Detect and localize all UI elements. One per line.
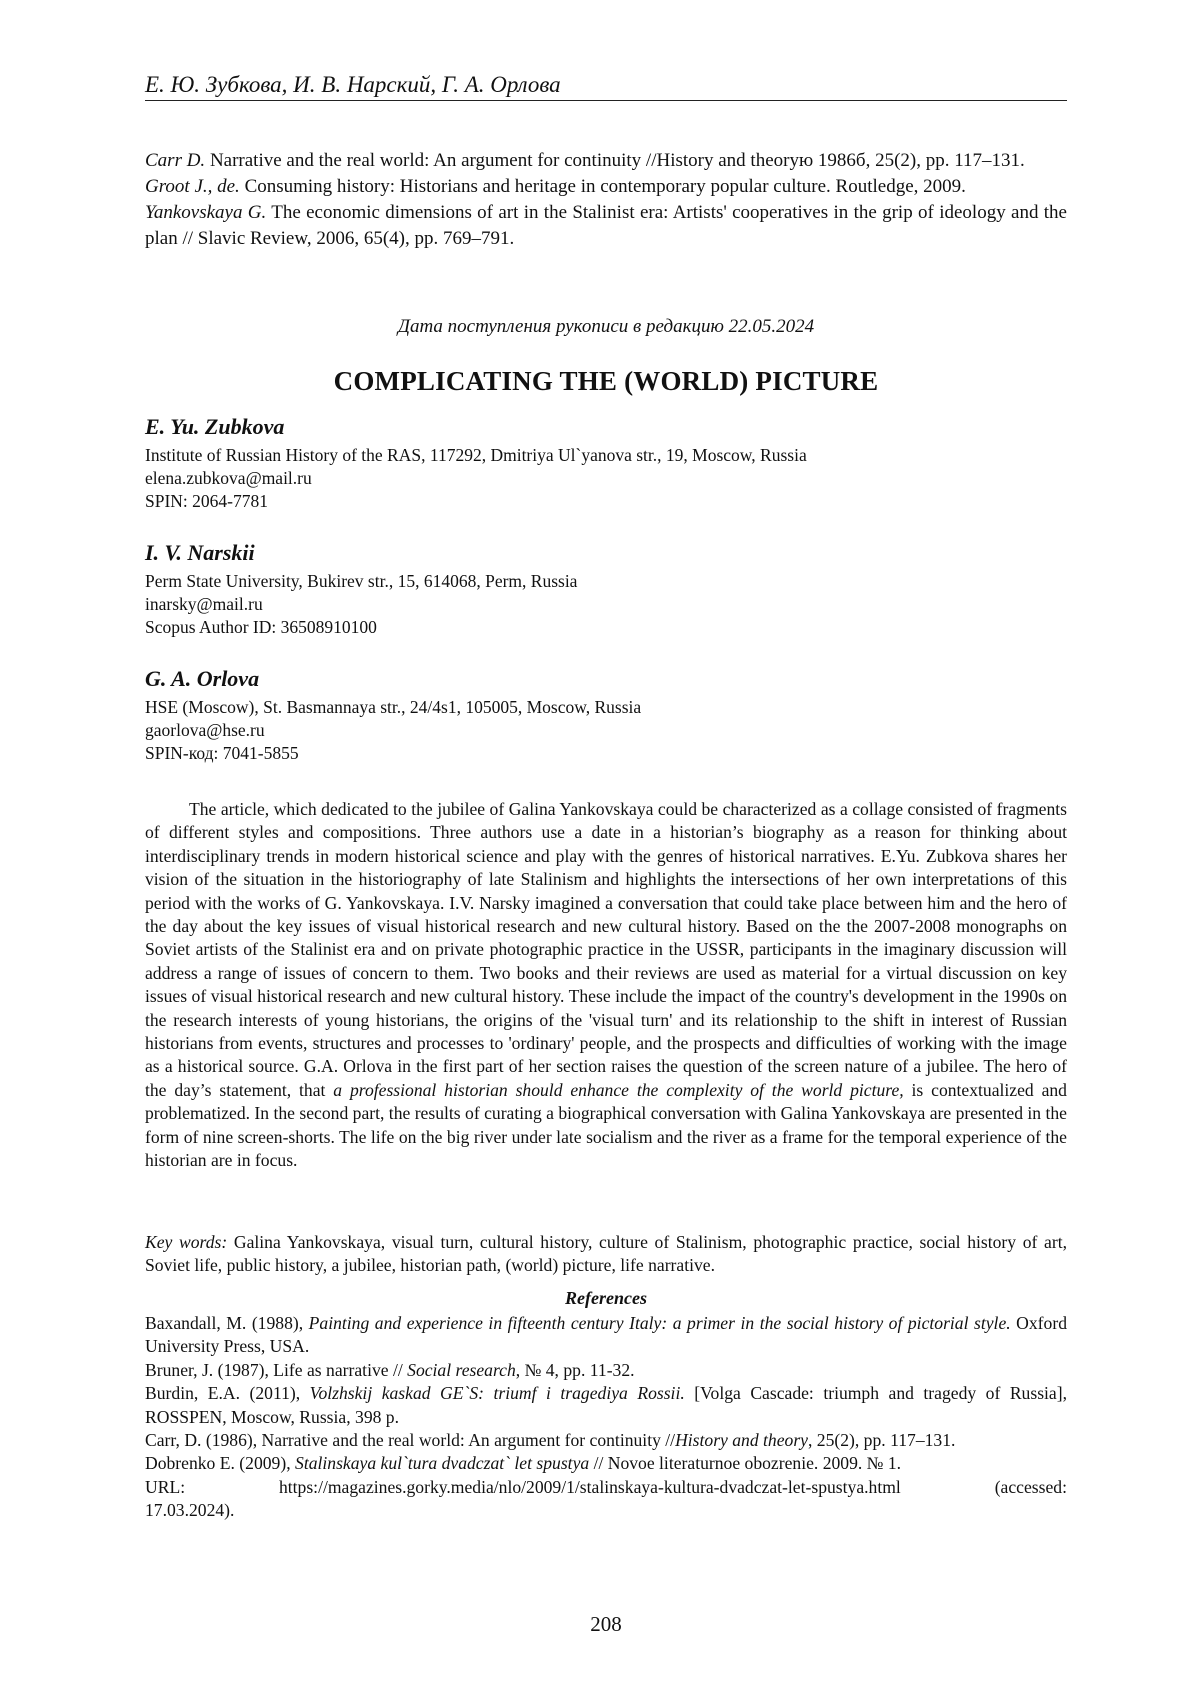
reference-text: Oxford University Press, USA. [145,1313,1067,1357]
received-date: Дата поступления рукописи в редакцию 22.05.2024 [397,316,815,337]
reference-text: The economic dimensions of art in the Stalinist era: Artists' cooperatives in the grip of ideology and the plan // Slavic Review, 2006, 65(4), pp. 769–791. [145,202,1067,249]
author-name: I. V. Narskii [145,540,255,565]
reference-text: Baxandall, M. (1988), [145,1313,309,1333]
reference-text: , 25(2), pp. 117–131. [807,1430,956,1451]
accessed-label: (accessed: [994,1476,1067,1497]
previous-references [145,148,1067,252]
author-name: E. Yu. Zubkova [145,414,285,439]
reference-text: Narrative and the real world: An argument for continuity //History and theoryю 1986б, 25(2), pp. 117–131. [205,150,1025,171]
article-title: COMPLICATING THE (WORLD) PICTURE [333,366,879,396]
author-block [145,666,1067,765]
reference-title: Stalinskaya kul`tura dvadczat` let spustya [295,1453,590,1474]
keywords-text: Galina Yankovskaya, visual turn, cultural history, culture of Stalinism, photographic practice, social history of art, Soviet life, public history, a jubilee, historian path, (world) picture, life narrative. [145,1232,1067,1276]
author-scopus-id: Scopus Author ID: 36508910100 [145,617,377,637]
author-name: G. A. Orlova [145,666,260,691]
references-list [145,1312,1067,1523]
reference-text: // Novoe literaturnoe obozrenie. 2009. № 1. [589,1453,902,1474]
author-email: gaorlova@hse.ru [145,720,265,740]
reference-item [145,174,1067,200]
reference-title: History and theory [675,1430,808,1451]
reference-item [145,1452,1067,1475]
reference-title: Social research [407,1359,516,1380]
abstract [145,798,1067,1173]
reference-title: Painting and experience in fifteenth century Italy: a primer in the social history of pictorial style. [308,1313,1011,1333]
author-affiliation: Perm State University, Bukirev str., 15, 614068, Perm, Russia [145,571,578,591]
author-block [145,540,1067,639]
reference-author: Groot J., de. [145,176,240,197]
abstract-text: is contextualized and problematized. In the second part, the results of curating a biographical conversation with Galina Yankovskaya are presented in the form of nine screen-shorts. The life on the big river under late socialism and the river as a frame for the temporal experience of the historian are in focus. [145,1079,1067,1171]
reference-item [145,1359,1067,1382]
reference-text: Consuming history: Historians and heritage in contemporary popular culture. Routledge, 2009. [239,176,966,197]
reference-title: Volzhskij kaskad GE`S: triumf i tragediya Rossii. [309,1383,685,1404]
reference-text: [Volga Cascade: triumph and tragedy of Russia], ROSSPEN, Moscow, Russia, 398 p. [145,1383,1067,1427]
reference-item [145,1429,1067,1452]
reference-item [145,200,1067,252]
reference-text: Carr, D. (1986), Narrative and the real world: An argument for continuity // [145,1430,676,1451]
accessed-date: 17.03.2024). [145,1500,235,1521]
page-number: 208 [590,1612,622,1636]
reference-item [145,1312,1067,1359]
reference-item [145,1382,1067,1429]
reference-text: Dobrenko E. (2009), [145,1453,296,1474]
author-email: inarsky@mail.ru [145,594,263,614]
reference-url-link[interactable]: https://magazines.gorky.media/nlo/2009/1/stalinskaya-kultura-dvadczat-let-spustya.html [278,1476,901,1497]
abstract-text: The article, which dedicated to the jubilee of Galina Yankovskaya could be characterized as a collage consisted of fragments of different styles and compositions. Three authors use a date in a historian’s biography as a reason for thinking about interdisciplinary trends in modern historical science and play with the genres of historical narratives. E.Yu. Zubkova shares her vision of the situation in the historiography of late Stalinism and highlights the intersections of her own interpretations of this period with the works of G. Yankovskaya. I.V. Narsky imagined a conversation that could take place between him and the hero of the day about the key issues of visual historical research and new cultural history. Based on the the 2007-2008 monographs on Soviet artists of the Stalinist era and on private photographic practice in the USSR, participants in the imaginary discussion will address a range of issues of concern to them. Two books and their reviews are used as material for a virtual discussion on key issues of visual historical research and new cultural history. These include the impact of the country's development in the 1990s on the research interests of young historians, the origins of the 'visual turn' and its relationship to the shift in interest of Russian historians from events, structures and processes to 'ordinary' people, and the prospects and difficulties of working with the image as a historical source. G.A. Orlova in the first part of her section raises the question of the screen nature of a jubilee. The hero of the day’s statement, that [145,799,1067,1100]
url-label: URL: [145,1476,186,1497]
reference-text: Burdin, E.A. (2011), [145,1383,310,1404]
author-spin: SPIN-код: 7041-5855 [145,743,299,763]
keywords [145,1231,1067,1278]
reference-author: Carr D. [145,150,206,171]
reference-author: Yankovskaya G. [145,202,267,223]
author-affiliation: HSE (Moscow), St. Basmannaya str., 24/4s1, 105005, Moscow, Russia [145,697,642,717]
abstract-quote: a professional historian should enhance the complexity of the world picture, [333,1079,904,1100]
author-spin: SPIN: 2064-7781 [145,491,268,511]
author-block [145,414,1067,513]
running-head: Е. Ю. Зубкова, И. В. Нарский, Г. А. Орлова [145,72,1067,101]
reference-url-line [145,1476,1067,1499]
reference-text: , № 4, pp. 11-32. [515,1359,635,1380]
reference-item [145,148,1067,174]
references-heading: References [565,1288,647,1308]
author-email: elena.zubkova@mail.ru [145,468,312,488]
keywords-label: Key words: [145,1232,228,1252]
author-affiliation: Institute of Russian History of the RAS, 117292, Dmitriya Ul`yanova str., 19, Moscow, Russia [145,445,807,465]
reference-text: Bruner, J. (1987), Life as narrative // [145,1359,408,1380]
